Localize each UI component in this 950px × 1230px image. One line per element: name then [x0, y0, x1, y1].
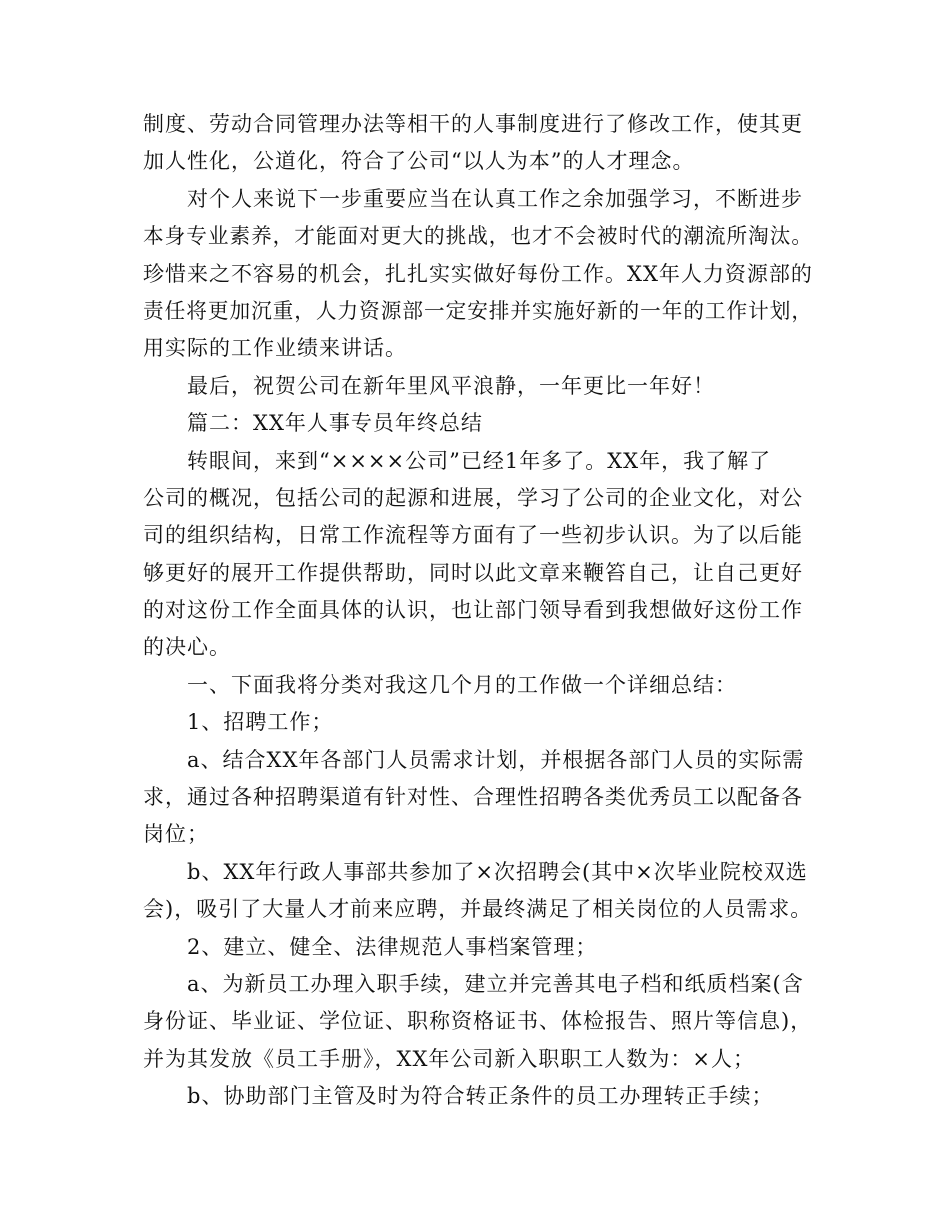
- paragraph-line: 制度、劳动合同管理办法等相干的人事制度进行了修改工作，使其更: [143, 112, 803, 136]
- paragraph-first-line: 2、建立、健全、法律规范人事档案管理；: [187, 934, 598, 959]
- paragraph-first-line: b、协助部门主管及时为符合转正条件的员工办理转正手续；: [187, 1084, 774, 1109]
- paragraph-first-line: 1、招聘工作；: [187, 710, 334, 735]
- paragraph-line: 求，通过各种招聘渠道有针对性、合理性招聘各类优秀员工以配备各: [143, 785, 803, 810]
- paragraph-line: 身份证、毕业证、学位证、职称资格证书、体检报告、照片等信息)，: [143, 1009, 813, 1034]
- paragraph-first-line: 篇二：XX年人事专员年终总结: [187, 411, 483, 436]
- paragraph-first-line: 一、下面我将分类对我这几个月的工作做一个详细总结：: [187, 672, 737, 697]
- paragraph-first-line: 对个人来说下一步重要应当在认真工作之余加强学习，不断进步: [187, 186, 803, 211]
- paragraph-first-line: 最后，祝贺公司在新年里风平浪静，一年更比一年好！: [187, 373, 715, 398]
- paragraph-first-line: a、结合XX年各部门人员需求计划，并根据各部门人员的实际需: [187, 747, 805, 772]
- paragraph-line: 会)，吸引了大量人才前来应聘，并最终满足了相关岗位的人员需求。: [143, 897, 813, 922]
- document-body: [143, 106, 813, 1116]
- paragraph-line: 的对这份工作全面具体的认识，也让部门领导看到我想做好这份工作: [143, 598, 803, 623]
- paragraph-line: 够更好的展开工作提供帮助，同时以此文章来鞭笞自己，让自己更好: [143, 560, 803, 585]
- paragraph-line: 本身专业素养，才能面对更大的挑战，也才不会被时代的潮流所淘汰。: [143, 224, 813, 249]
- paragraph-line: 岗位；: [143, 822, 209, 847]
- paragraph-first-line: 转眼间，来到“××××公司”已经1年多了。XX年，我了解了: [187, 448, 772, 473]
- paragraph-line: 司的组织结构，日常工作流程等方面有了一些初步认识。为了以后能: [143, 523, 803, 548]
- paragraph-line: 用实际的工作业绩来讲话。: [143, 336, 407, 361]
- paragraph-line: 加人性化，公道化，符合了公司“以人为本”的人才理念。: [143, 149, 695, 174]
- paragraph-line: 的决心。: [143, 635, 231, 660]
- paragraph-first-line: b、XX年行政人事部共参加了×次招聘会(其中×次毕业院校双选: [187, 859, 808, 884]
- paragraph-first-line: a、为新员工办理入职手续，建立并完善其电子档和纸质档案(含: [187, 971, 804, 996]
- paragraph-line: 珍惜来之不容易的机会，扎扎实实做好每份工作。XX年人力资源部的: [143, 261, 813, 286]
- paragraph-line: 公司的概况，包括公司的起源和进展，学习了公司的企业文化，对公: [143, 485, 803, 510]
- paragraph-line: 责任将更加沉重，人力资源部一定安排并实施好新的一年的工作计划，: [143, 298, 813, 323]
- paragraph-line: 并为其发放《员工手册》，XX年公司新入职职工人数为：×人；: [143, 1046, 755, 1071]
